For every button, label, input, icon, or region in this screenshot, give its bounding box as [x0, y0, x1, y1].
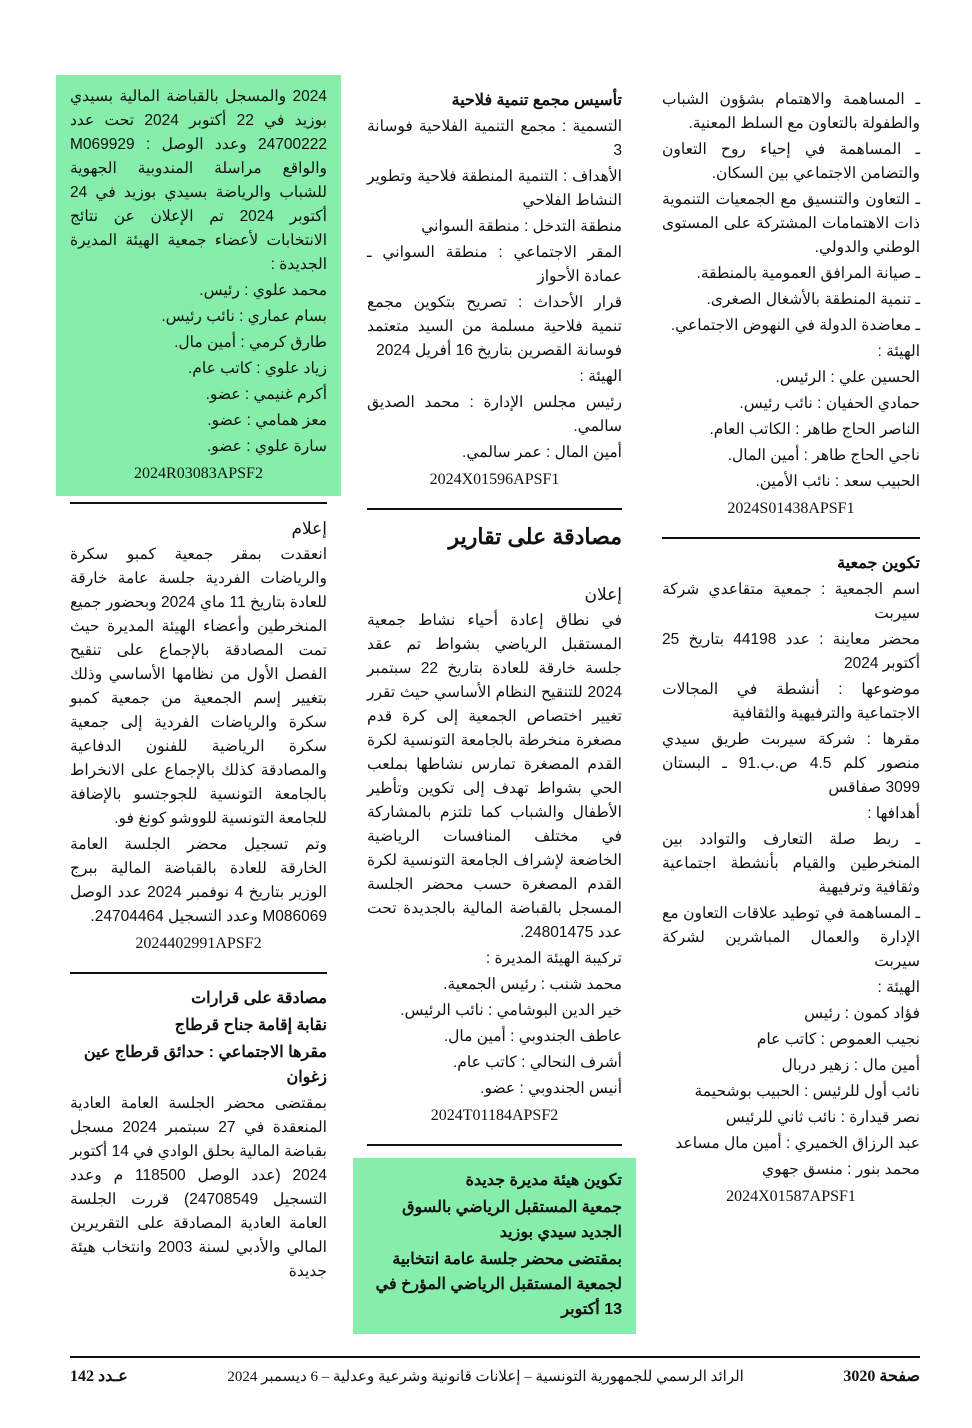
section-divider [367, 1144, 622, 1146]
reference-code: 2024T01184APSF2 [430, 1107, 559, 1124]
paragraph: الهيئة : [877, 343, 920, 360]
paragraph: ـ صيانة المرافق العمومية بالمنطقة. [696, 265, 920, 282]
reference-code: 2024402991APSF2 [135, 935, 262, 952]
paragraph: التسمية : مجمع التنمية الفلاحية فوسانة 3 [367, 118, 622, 159]
notice-heading: إعلان [584, 585, 622, 604]
section-heading: مقرها الاجتماعي : حدائق قرطاج عين زغوان [83, 1044, 327, 1086]
section-divider [662, 537, 920, 539]
paragraph: عاطف الجندوبي : أمين مال. [443, 1028, 622, 1045]
paragraph: اسم الجمعية : جمعية متقاعدي شركة سيربت [662, 581, 920, 622]
paragraph: الهيئة : [579, 368, 622, 385]
paragraph: محمد علوي : رئيس. [199, 282, 327, 299]
paragraph: محمد بنور : منسق جهوي [761, 1161, 920, 1178]
paragraph: حمادي الحفيان : نائب رئيس. [739, 395, 920, 412]
paragraph: ـ ربط صلة التعارف والتوادد بين المنخرطين والقيام بأنشطة اجتماعية وثقافية وترفيهية [662, 831, 920, 896]
paragraph: تركيبة الهيئة المديرة : [485, 950, 622, 967]
section-divider [70, 502, 327, 504]
paragraph: ـ تنمية المنطقة بالأشغال الصغرى. [706, 291, 920, 308]
paragraph: المقر الاجتماعي : منطقة السواني ـ عمادة الأحواز [367, 244, 622, 285]
paragraph: خير الدين البوشامي : نائب الرئيس. [400, 1002, 622, 1019]
paragraph: أكرم غنيمي : عضو. [205, 386, 327, 403]
paragraph: بسام عماري : نائب رئيس. [161, 308, 327, 325]
paragraph: محضر معاينة : عدد 44198 بتاريخ 25 أكتوبر 2024 [662, 631, 920, 672]
paragraph: زياد علوي : كاتب عام. [188, 360, 327, 377]
paragraph: منطقة التدخل : منطقة السواني [421, 218, 622, 235]
paragraph: أمين المال : عمر سالمي. [462, 444, 622, 461]
paragraph: أهدافها : [867, 805, 920, 822]
paragraph: موضوعها : أنشطة في المجالات الاجتماعية والترفيهية والثقافية [662, 681, 920, 722]
paragraph: محمد شنب : رئيس الجمعية. [443, 976, 622, 993]
paragraph: فؤاد كمون : رئيس [804, 1005, 920, 1022]
paragraph: الأهداف : التنمية المنطقة فلاحية وتطوير النشاط الفلاحي [367, 168, 622, 209]
section-heading: نقابة إقامة جناح قرطاج [174, 1017, 327, 1034]
column-middle [367, 88, 622, 1334]
paragraph: الناصر الحاج طاهر : الكاتب العام. [709, 421, 920, 438]
paragraph: وتم تسجيل محضر الجلسة العامة الخارقة للعادة بالقباضة المالية ببرج الوزير بتاريخ 4 نوفمبر 2024 عدد الوصل M086069 وعدد التسجيل 24704464. [70, 836, 327, 925]
paragraph: مقرها : شركة سيربت طريق سيدي منصور كلم 4.5 ص.ب.91 ـ البستان 3099 صفاقس [662, 731, 920, 796]
notice-heading: إعلام [291, 519, 327, 538]
section-heading: تكوين هيئة مديرة جديدة [465, 1172, 622, 1189]
paragraph: بمقتضى محضر الجلسة العامة العادية المنعقدة في 27 سبتمبر 2024 مسجل بقباضة المالية بحلق الوادي في 14 أكتوبر 2024 (عدد الوصل 118500 م وعدد التسجيل 24708549) قررت الجلسة العامة العادية المصادقة على التقريرين المالي والأدبي لسنة 2003 وانتخاب هيئة جديدة [70, 1095, 327, 1280]
paragraph: ناجي الحاج طاهر : أمين المال. [727, 447, 920, 464]
section-heading: جمعية المستقبل الرياضي بالسوق الجديد سيدي بوزيد [402, 1199, 622, 1241]
highlighted-notice [353, 1158, 636, 1334]
paragraph: نائب أول للرئيس : الحبيب بوشحيمة [694, 1083, 920, 1100]
paragraph: انعقدت بمقر جمعية كمبو سكرة والرياضات الفردية جلسة عامة خارقة للعادة بتاريخ 11 ماي 2024 وبحضور جميع المنخرطين وأعضاء الهيئة المديرة حيث تمت المصادقة بالإجماع على تنقيح الفصل الأول من نظامها الأساسي وذلك بتغيير إسم الجمعية من جمعية كمبو سكرة والرياضات الفردية إلى جمعية سكرة الرياضية للفنون الدفاعية والمصادقة كذلك بالإجماع على الانخراط بالجامعة التونسية للجوجتسو بالإضافة للجامعة التونسية للووشو كونغ فو. [70, 546, 327, 827]
paragraph: سارة علوي : عضو. [206, 438, 327, 455]
paragraph: عبد الرزاق الخميري : أمين مال مساعد [675, 1135, 920, 1152]
paragraph: أشرف النحالي : كاتب عام. [452, 1054, 622, 1071]
paragraph: ـ معاضدة الدولة في النهوض الاجتماعي. [670, 317, 920, 334]
page-number: صفحة 3020 [843, 1368, 920, 1385]
reference-code: 2024X01587APSF1 [726, 1188, 856, 1205]
paragraph: أنيس الجندوبي : عضو. [480, 1080, 622, 1097]
paragraph: ـ التعاون والتنسيق مع الجمعيات التنموية ذات الاهتمامات المشتركة على المستوى الوطني والدولي. [662, 191, 920, 256]
paragraph: معز همامي : عضو. [207, 412, 327, 429]
paragraph: ـ المساهمة والاهتمام بشؤون الشباب والطفولة بالتعاون مع السلط المعنية. [662, 91, 920, 132]
reference-code: 2024X01596APSF1 [429, 471, 560, 488]
page-footer [70, 1366, 920, 1388]
paragraph: نجيب العموص : كاتب عام [756, 1031, 920, 1048]
section-heading: بمقتضى محضر جلسة عامة انتخابية لجمعية المستقبل الرياضي المؤرخ في 13 أكتوبر [375, 1251, 622, 1318]
paragraph: الحسين علي : الرئيس. [775, 369, 920, 386]
column-left [70, 88, 327, 1286]
paragraph: قرار الأحداث : تصريح بتكوين مجمع تنمية فلاحية مسلمة من السيد متعتمد فوسانة القصرين بتاريخ 16 أفريل 2024 [367, 294, 622, 359]
publication-title: الرائد الرسمي للجمهورية التونسية – إعلانات قانونية وشرعية وعدلية – 6 ديسمبر 2024 [227, 1369, 744, 1385]
section-heading: تكوين جمعية [837, 555, 920, 572]
footer-divider [70, 1356, 920, 1358]
paragraph: 2024 والمسجل بالقباضة المالية بسيدي بوزيد في 22 أكتوبر 2024 تحت عدد 24700222 وعدد الوصل : M069929 والواقع مراسلة المندوبية الجهوية للشباب والرياضة بسيدي بوزيد في 24 أكتوبر 2024 تم الإعلان عن نتائج الانتخابات لأعضاء جمعية الهيئة المديرة الجديدة : [70, 88, 327, 273]
issue-number: عـدد 142 [70, 1368, 128, 1385]
paragraph: طارق كرمي : أمين مال. [174, 334, 327, 351]
section-heading: تأسيس مجمع تنمية فلاحية [451, 92, 622, 109]
column-right [662, 88, 920, 1209]
paragraph: ـ المساهمة في توطيد علاقات التعاون مع الإدارة والعمال المباشرين لشركة سيربت [662, 905, 920, 970]
paragraph: رئيس مجلس الإدارة : محمد الصديق سالمي. [367, 394, 622, 435]
section-heading: مصادقة على قرارات [191, 990, 327, 1007]
reference-code: 2024R03083APSF2 [134, 465, 263, 482]
highlighted-notice [56, 75, 341, 496]
section-divider [70, 972, 327, 974]
paragraph: الحبيب سعد : نائب الأمين. [755, 473, 920, 490]
paragraph: نصر قيدارة : نائب ثاني للرئيس [725, 1109, 920, 1126]
paragraph: ـ المساهمة في إحياء روح التعاون والتضامن الاجتماعي بين السكان. [662, 141, 920, 182]
reference-code: 2024S01438APSF1 [727, 500, 855, 517]
section-divider [367, 508, 622, 510]
category-heading: مصادقة على تقارير [448, 524, 622, 549]
paragraph: أمين مال : زهير دربال [781, 1057, 920, 1074]
paragraph: في نطاق إعادة أحياء نشاط جمعية المستقبل الرياضي بشواط تم عقد جلسة خارقة للعادة بتاريخ 22 سبتمبر 2024 للتنقيح النظام الأساسي حيث تقرر تغيير اختصاص الجمعية إلى كرة قدم مصغرة منخرطة بالجامعة التونسية لكرة القدم المصغرة تمارس نشاطها بملعب الحي بشواط تهدف إلى تكوين وتأطير الأطفال والشباب كما تلتزم بالمشاركة في مختلف المنافسات الرياضية الخاضعة لإشراف الجامعة التونسية لكرة القدم المصغرة حسب محضر الجلسة المسجل بالقباضة المالية بالجديدة تحت عدد 24801475. [367, 612, 623, 941]
paragraph: الهيئة : [877, 979, 920, 996]
